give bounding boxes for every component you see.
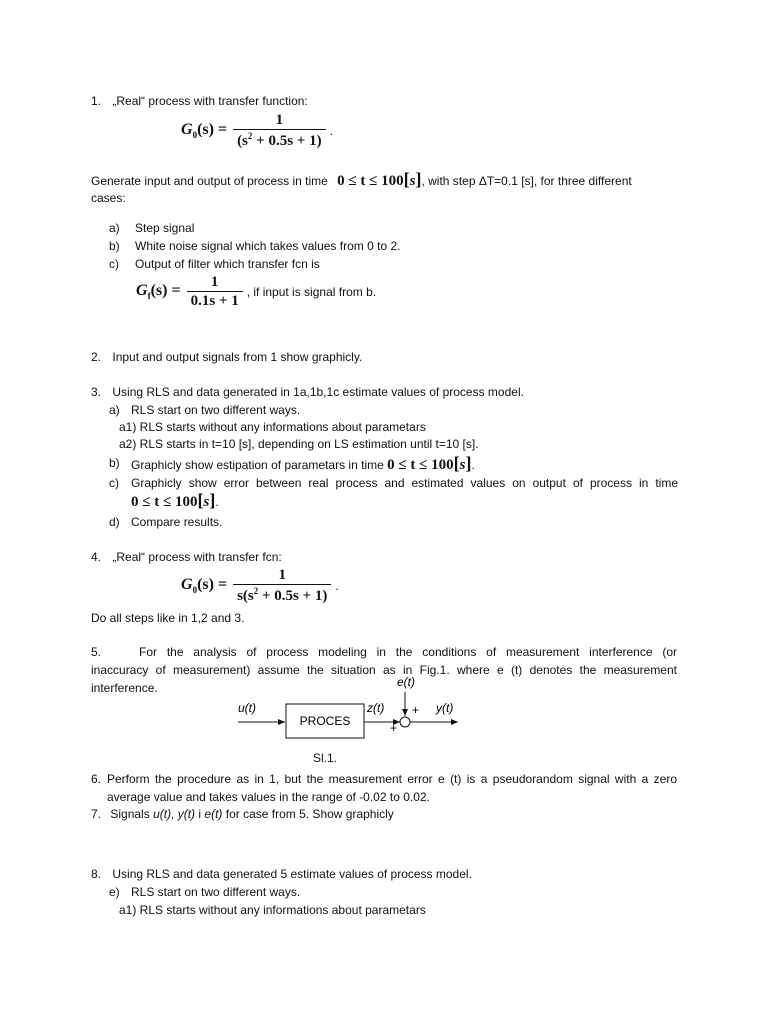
generate-line: Generate input and output of process in time 0 ≤ t ≤ 100[s], with step ΔT=0.1 [s], for three different <box>91 169 632 189</box>
cases-label: cases: <box>91 191 126 205</box>
equation-g0-1: $G_0(s)$ = $\frac{1}{(s^2 + 0.5s + 1)}$ . <box>181 112 333 149</box>
item-3-a2: a2) RLS starts in t=10 [s], depending on LS estimation until t=10 [s]. <box>119 437 479 451</box>
fraction: $\frac{1}{0.1s + 1}$ <box>187 274 243 310</box>
case-b: b) White noise signal which takes values from 0 to 2. <box>109 239 401 253</box>
item-6-line1: Perform the procedure as in 1, but the measurement error e (t) is a pseudorandom signal with a zero <box>107 772 677 786</box>
item-2: 2. Input and output signals from 1 show graphicly. <box>91 350 363 364</box>
sum-junction <box>400 717 410 727</box>
input-label: u(t) <box>238 701 256 715</box>
time-range-math: 0 ≤ t ≤ 100[s] <box>387 453 472 473</box>
item-3-a: a) RLS start on two different ways. <box>109 403 301 417</box>
item-6: 6. <box>91 772 102 786</box>
item-3-c: c) Graphicly show error between real process and estimated values on output of process in time <box>109 476 678 490</box>
case-c: c) Output of filter which transfer fcn is <box>109 257 320 271</box>
item-5-line1: For the analysis of process modeling in the conditions of measurement interference (or <box>139 645 677 659</box>
equation-g0-4: $G_0(s)$ = $\frac{1}{s(s^2 + 0.5s + 1)}$ . <box>181 567 339 604</box>
block-diagram <box>230 672 470 746</box>
item-1-text: „Real“ process with transfer function: <box>112 94 308 108</box>
case-a: a) Step signal <box>109 221 195 235</box>
item-4-tail: Do all steps like in 1,2 and 3. <box>91 611 245 625</box>
item-6-line2: average value and takes values in the range of -0.02 to 0.02. <box>107 790 430 804</box>
z-label: z(t) <box>367 701 385 715</box>
item-3-d: d) Compare results. <box>109 515 223 529</box>
item-5-line2: inaccuracy of measurement) assume the situation as in Fig.1. where e (t) denotes the measurement <box>91 663 677 677</box>
item-4: 4. „Real“ process with transfer fcn: <box>91 550 282 564</box>
item-8: 8. Using RLS and data generated 5 estimate values of process model. <box>91 867 472 881</box>
item-5-line3: interference. <box>91 681 158 695</box>
fraction: $\frac{1}{(s^2 + 0.5s + 1)}$ <box>233 112 326 150</box>
plus-sign-top: + <box>412 703 420 717</box>
plus-sign-left: + <box>390 721 398 735</box>
item-8-a1: a1) RLS starts without any informations about parametars <box>119 903 426 917</box>
y-label: y(t) <box>436 701 454 715</box>
process-label: PROCES <box>299 714 351 728</box>
equation-gf: $G_f(s)$ = $\frac{1}{0.1s + 1}$ , if input is signal from b. <box>136 274 377 309</box>
item-1 <box>91 93 308 109</box>
item-7: 7. Signals u(t), y(t) i e(t) for case from 5. Show graphicly <box>91 807 394 821</box>
time-range-math: 0 ≤ t ≤ 100[s] <box>337 169 422 189</box>
item-3-a1: a1) RLS starts without any informations about parametars <box>119 420 426 434</box>
fraction: $\frac{1}{s(s^2 + 0.5s + 1)}$ <box>233 567 331 605</box>
e-label: e(t) <box>397 675 415 689</box>
item-3-c-math: 0 ≤ t ≤ 100[s]. <box>131 490 219 510</box>
item-8-e: e) RLS start on two different ways. <box>109 885 301 899</box>
figure-caption: Sl.1. <box>313 751 338 765</box>
item-3: 3. Using RLS and data generated in 1a,1b,1c estimate values of process model. <box>91 385 524 399</box>
item-3-b: b) Graphicly show estipation of parametars in time 0 ≤ t ≤ 100[s]. <box>109 453 475 473</box>
item-number: 1. <box>91 94 102 108</box>
item-5-num: 5. <box>91 645 102 659</box>
